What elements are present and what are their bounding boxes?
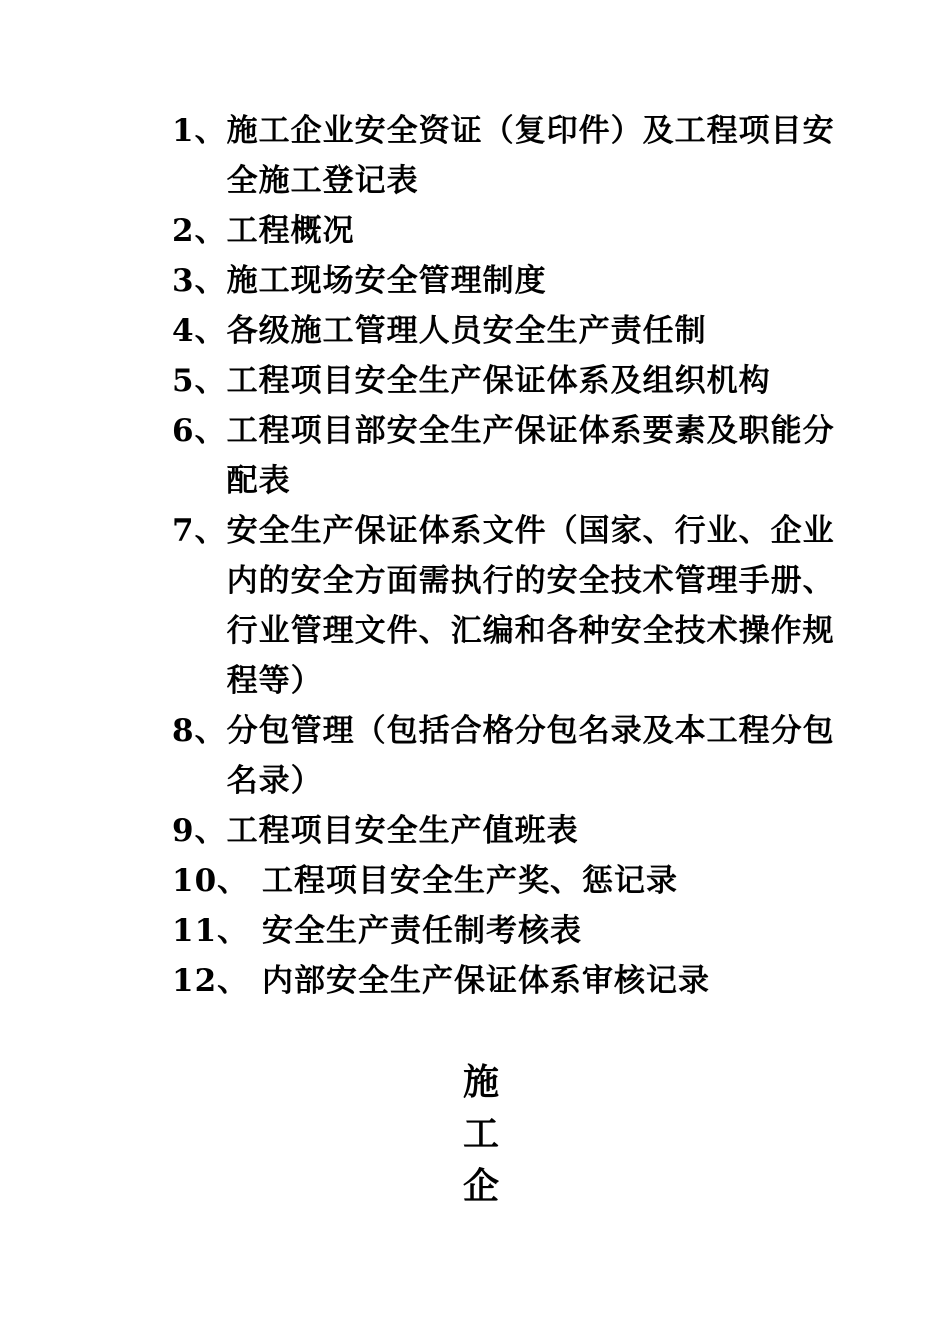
list-item xyxy=(172,356,837,406)
list-item xyxy=(172,506,837,706)
contents-list xyxy=(172,106,837,1006)
vertical-title xyxy=(458,1056,504,1212)
list-item xyxy=(172,406,837,506)
list-item xyxy=(172,806,837,856)
vertical-title-char: 施 xyxy=(462,1061,499,1103)
item-number: 12、 xyxy=(172,963,250,999)
item-text: 工程概况 xyxy=(226,213,355,249)
list-item xyxy=(172,306,837,356)
item-number: 9、 xyxy=(172,813,227,849)
list-item xyxy=(172,856,837,906)
vertical-title-char: 企 xyxy=(462,1165,499,1207)
item-number: 1、 xyxy=(172,113,227,149)
item-text: 施工现场安全管理制度 xyxy=(226,263,547,299)
item-text: 分包管理（包括合格分包名录及本工程分包名录） xyxy=(226,713,835,799)
item-number: 8、 xyxy=(172,713,227,749)
item-text: 内部安全生产保证体系审核记录 xyxy=(262,963,710,999)
vertical-title-char: 工 xyxy=(462,1113,499,1155)
item-text: 施工企业安全资证（复印件）及工程项目安全施工登记表 xyxy=(226,113,835,199)
item-number: 10、 xyxy=(172,863,250,899)
item-text: 工程项目安全生产值班表 xyxy=(226,813,579,849)
item-number: 7、 xyxy=(172,513,227,549)
item-number: 6、 xyxy=(172,413,227,449)
list-item xyxy=(172,206,837,256)
item-number: 5、 xyxy=(172,363,227,399)
item-text: 各级施工管理人员安全生产责任制 xyxy=(226,313,707,349)
list-item xyxy=(172,906,837,956)
item-text: 工程项目安全生产保证体系及组织机构 xyxy=(226,363,771,399)
item-number: 2、 xyxy=(172,213,227,249)
list-item xyxy=(172,106,837,206)
item-text: 工程项目安全生产奖、惩记录 xyxy=(262,863,678,899)
item-text: 安全生产保证体系文件（国家、行业、企业内的安全方面需执行的安全技术管理手册、行业管理文件、汇编和各种安全技术操作规程等） xyxy=(226,513,835,699)
item-number: 4、 xyxy=(172,313,227,349)
item-number: 11、 xyxy=(172,913,250,949)
list-item xyxy=(172,256,837,306)
item-number: 3、 xyxy=(172,263,227,299)
list-item xyxy=(172,706,837,806)
item-text: 工程项目部安全生产保证体系要素及职能分配表 xyxy=(226,413,835,499)
item-text: 安全生产责任制考核表 xyxy=(262,913,582,949)
list-item xyxy=(172,956,837,1006)
